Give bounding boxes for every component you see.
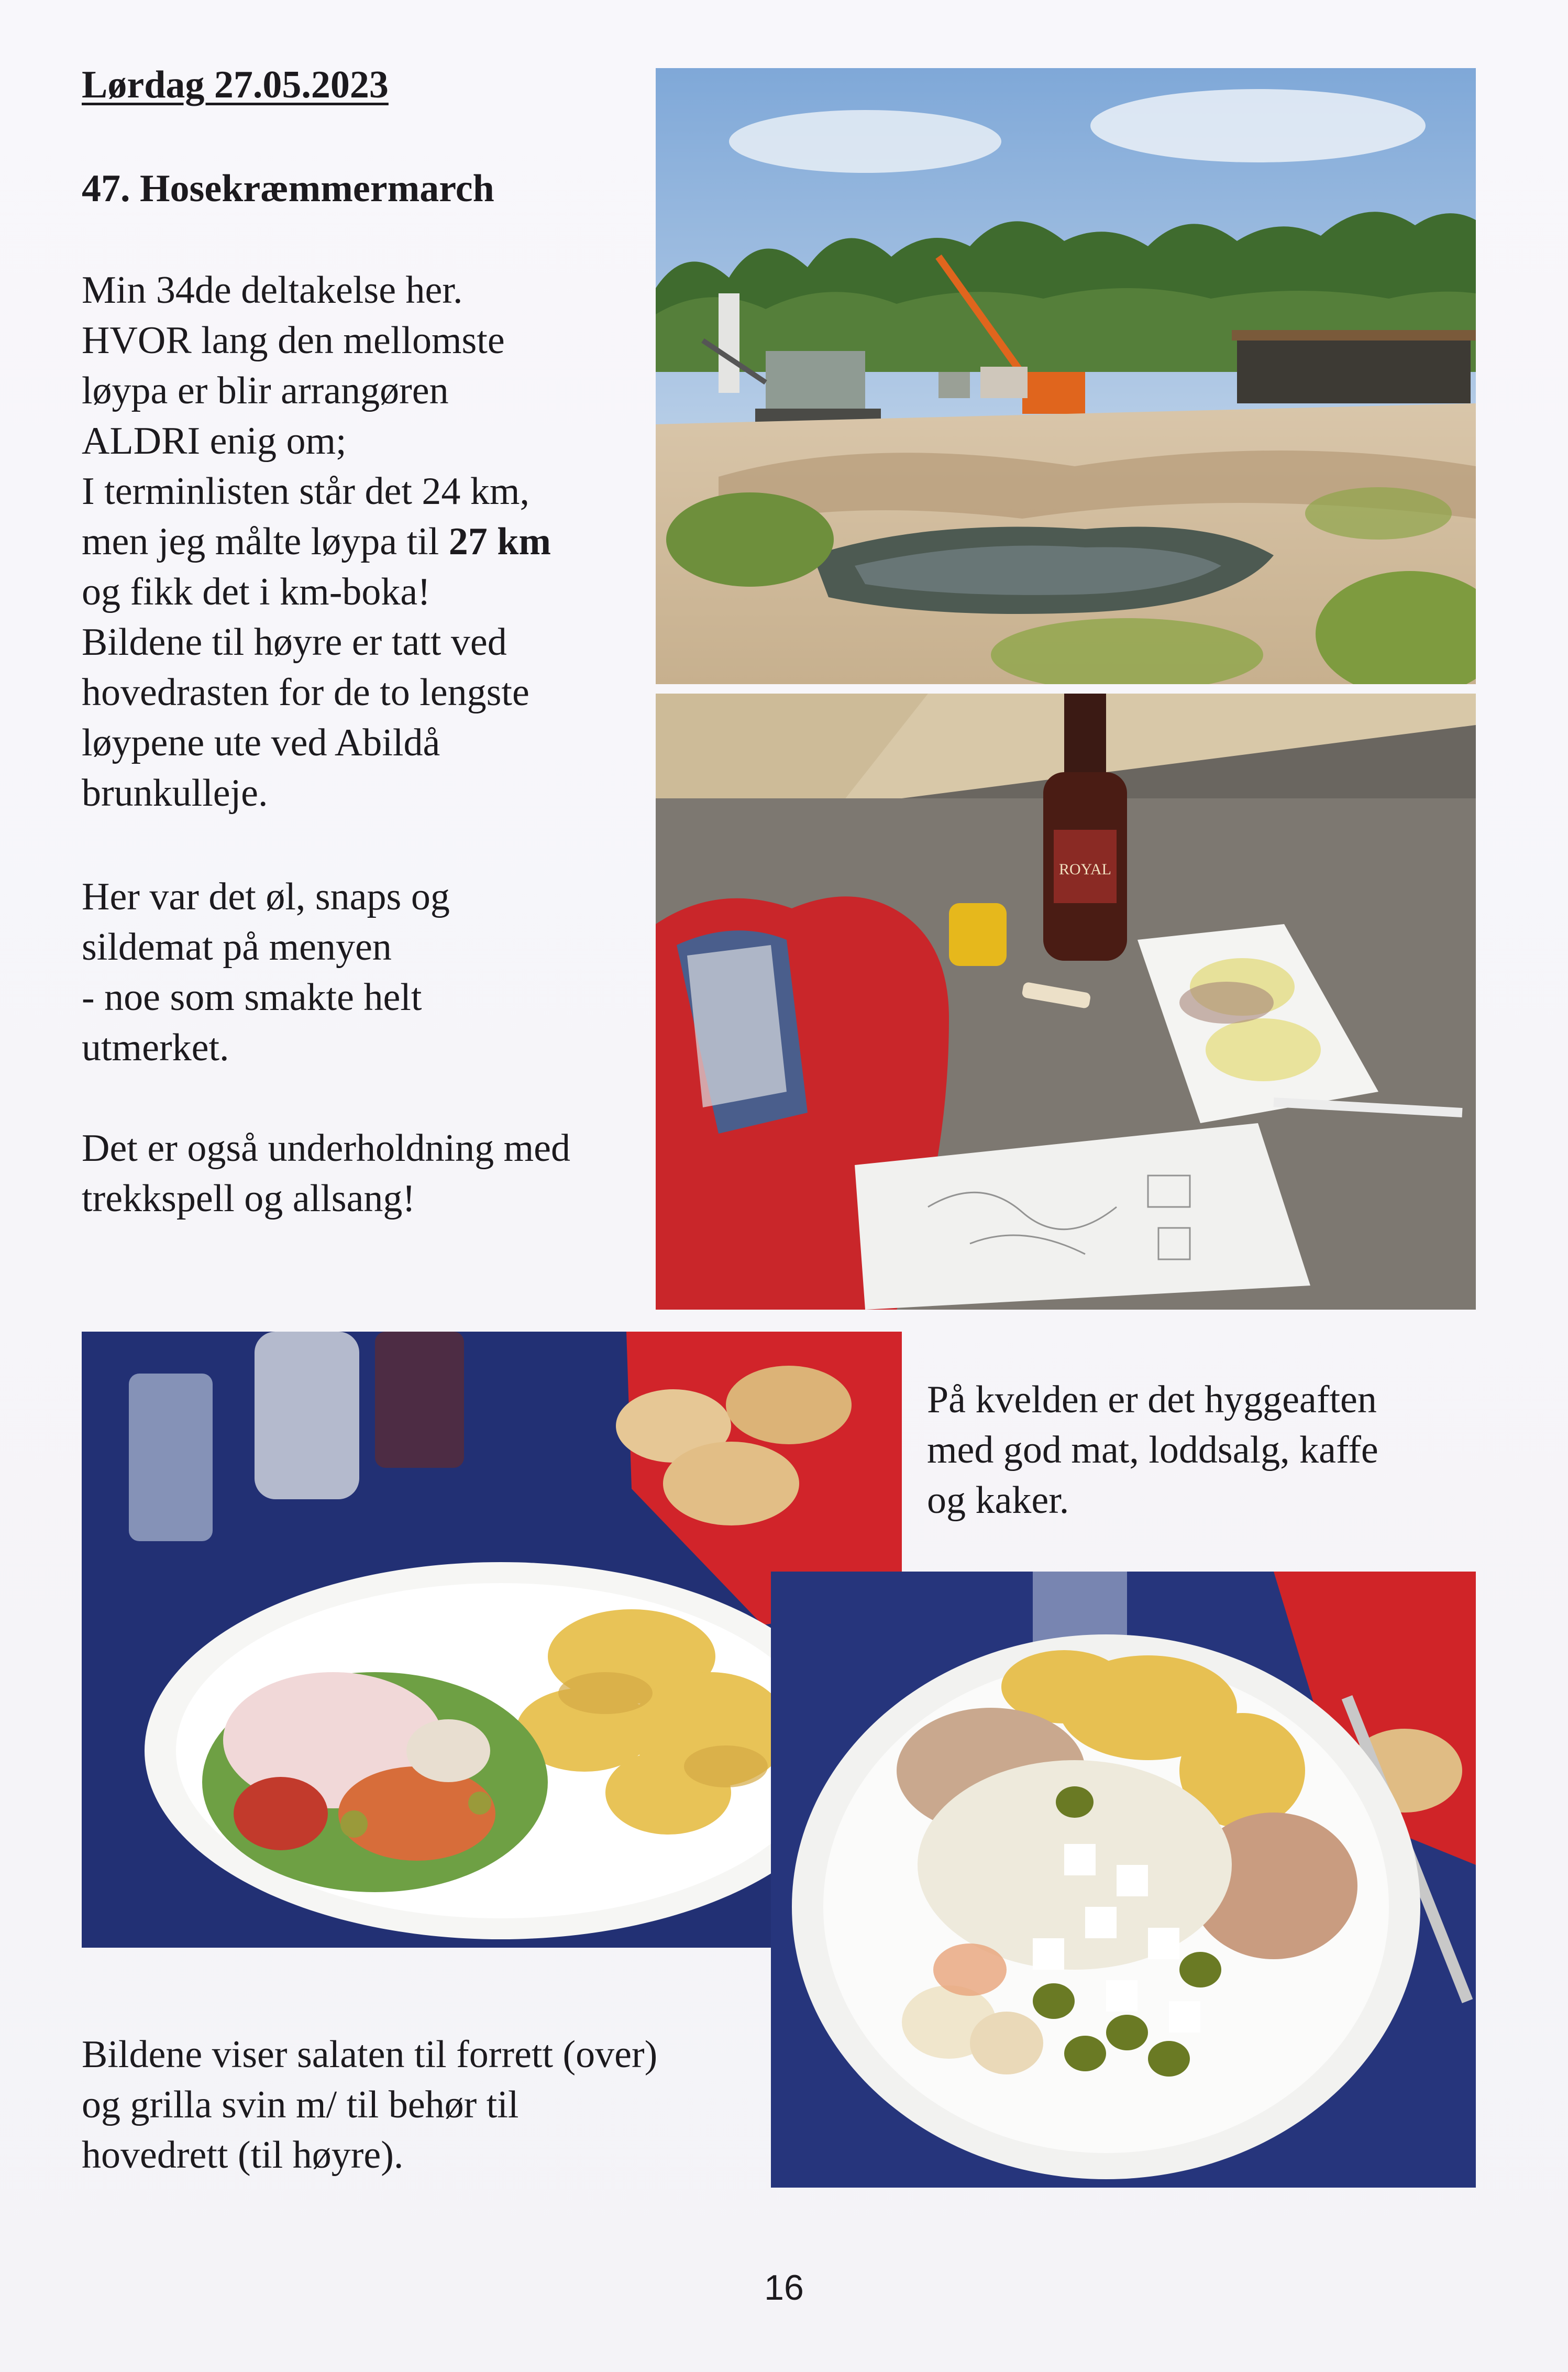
entertainment-paragraph: Det er også underholdning med trekkspell og allsang!: [82, 1127, 570, 1220]
photo-picnic-table-beer: [656, 694, 1476, 1310]
intro-paragraph: [82, 265, 637, 818]
intro-text-1: Min 34de deltakelse her. HVOR lang den mellomste løypa er blir arrangøren ALDRI enig om; I terminlisten står det 24 km, men jeg målte løypa til: [82, 269, 529, 563]
menu-paragraph: Her var det øl, snaps og sildemat på menyen - noe som smakte helt utmerket.: [82, 875, 450, 1069]
evening-paragraph: På kvelden er det hyggeaften med god mat, loddsalg, kaffe og kaker.: [927, 1378, 1378, 1522]
photo-lignite-mine-site: [656, 68, 1476, 684]
event-title: 47. Hosekræmmermarch: [82, 167, 494, 210]
photo-caption: Bildene viser salaten til forrett (over) og grilla svin m/ til behør til hovedrett (til høyre).: [82, 2033, 658, 2177]
page-number: 16: [764, 2268, 804, 2308]
page-date-heading: Lørdag 27.05.2023: [82, 63, 389, 106]
photo-grilled-pork-main: [771, 1572, 1476, 2188]
intro-text-2: og fikk det i km-boka! Bildene til høyre er tatt ved hovedrasten for de to lengste løypene ute ved Abildå brunkulleje.: [82, 570, 529, 815]
beer-label-text: ROYAL: [1058, 861, 1112, 878]
intro-bold-distance: 27 km: [448, 520, 551, 563]
